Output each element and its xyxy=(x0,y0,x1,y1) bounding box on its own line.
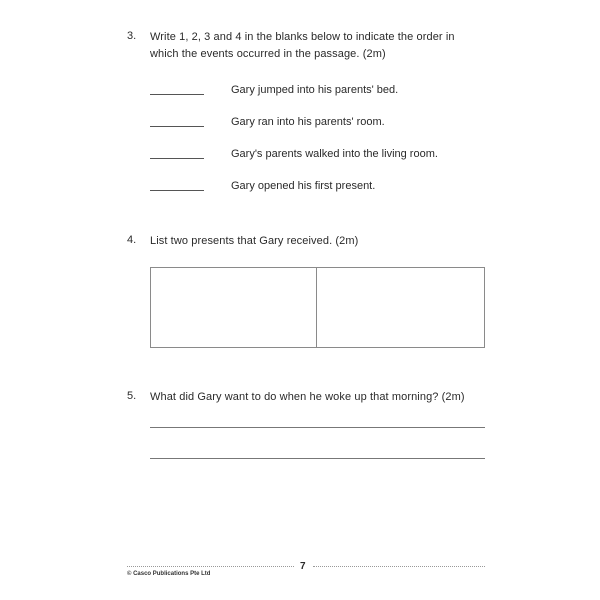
question-3-text-line-1: Write 1, 2, 3 and 4 in the blanks below to indicate the order in xyxy=(150,31,455,43)
copyright-notice: © Casco Publications Pte Ltd xyxy=(127,571,211,577)
answer-line-1[interactable] xyxy=(150,427,485,428)
order-blank-2[interactable] xyxy=(150,126,204,127)
question-5-number: 5. xyxy=(127,390,137,402)
event-item-1: Gary jumped into his parents' bed. xyxy=(231,84,399,96)
event-item-2: Gary ran into his parents' room. xyxy=(231,116,385,128)
question-4-number: 4. xyxy=(127,234,137,246)
event-item-4: Gary opened his first present. xyxy=(231,180,376,192)
present-answer-box-2[interactable] xyxy=(316,267,485,348)
question-5-text: What did Gary want to do when he woke up that morning? (2m) xyxy=(150,391,465,403)
order-blank-4[interactable] xyxy=(150,190,204,191)
page-number: 7 xyxy=(300,561,306,572)
question-3-text-line-2: which the events occurred in the passage. (2m) xyxy=(150,48,386,60)
footer-rule-left xyxy=(127,566,294,567)
order-blank-3[interactable] xyxy=(150,158,204,159)
question-3-number: 3. xyxy=(127,30,137,42)
answer-line-2[interactable] xyxy=(150,458,485,459)
question-4-text: List two presents that Gary received. (2m) xyxy=(150,235,359,247)
present-answer-box-1[interactable] xyxy=(150,267,317,348)
event-item-3: Gary's parents walked into the living room. xyxy=(231,148,438,160)
footer-rule-right xyxy=(313,566,485,567)
order-blank-1[interactable] xyxy=(150,94,204,95)
